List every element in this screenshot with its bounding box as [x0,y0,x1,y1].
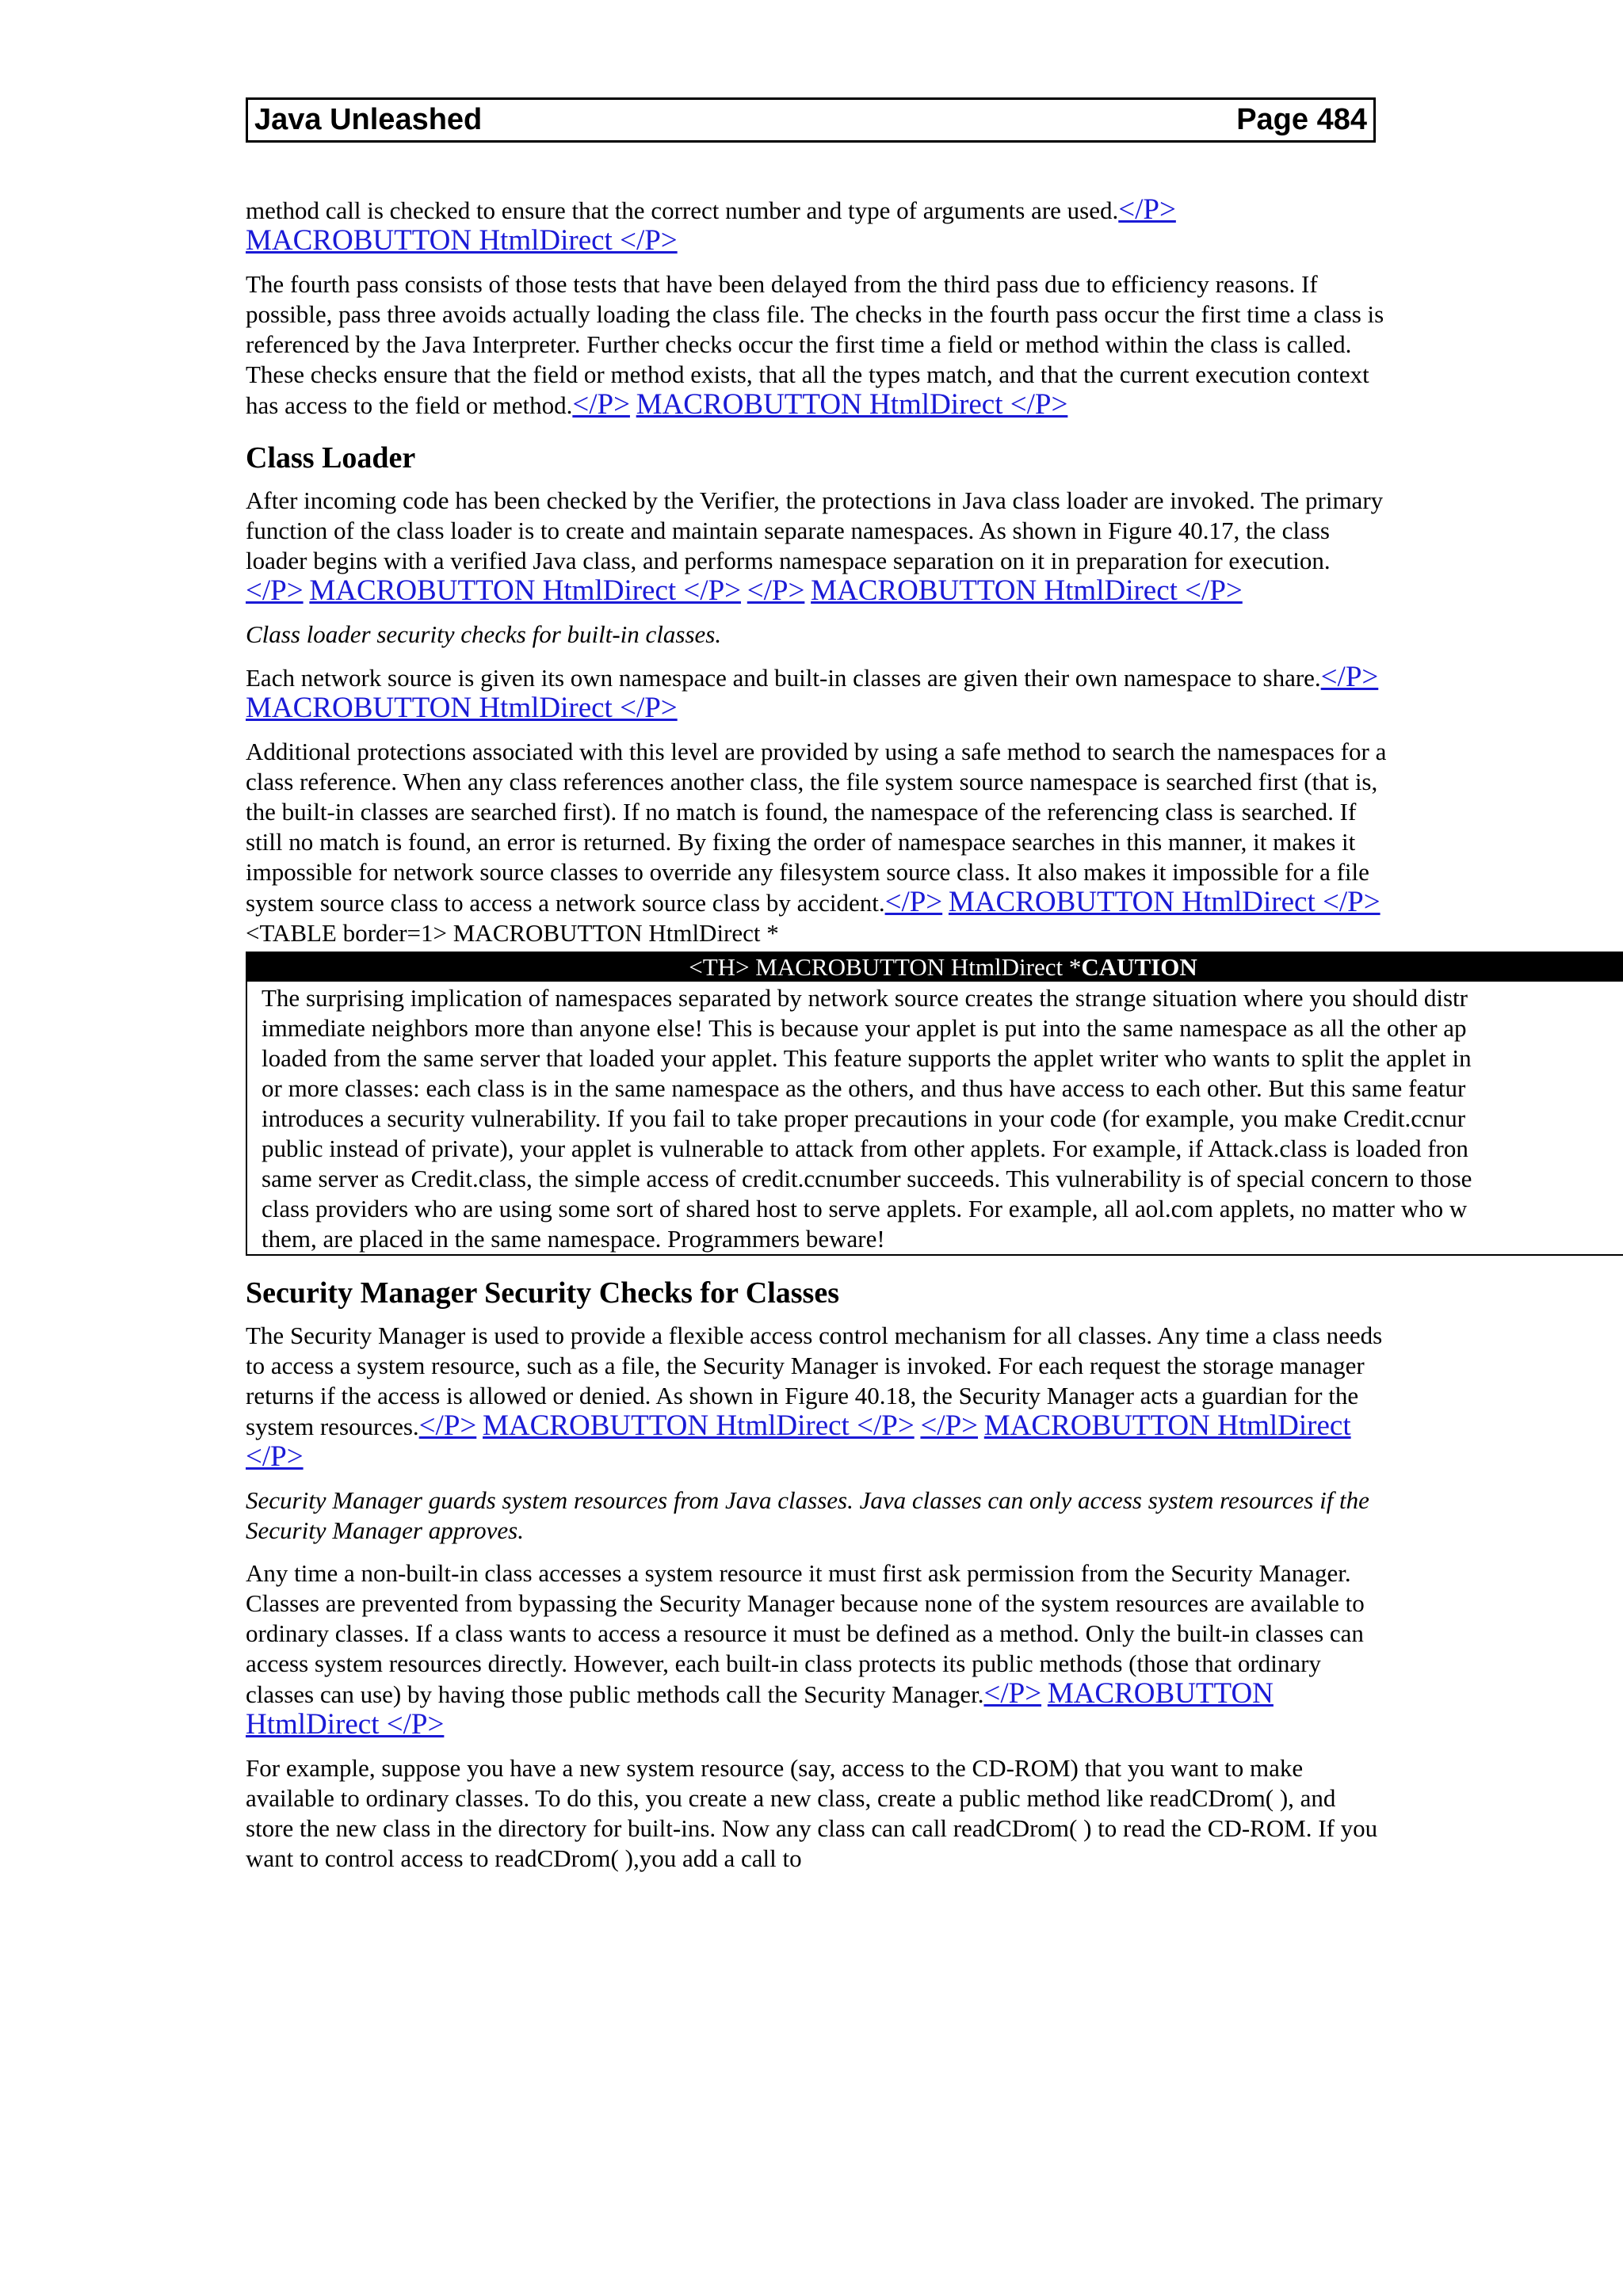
html-direct-link[interactable]: </P> [747,574,805,607]
html-direct-link[interactable]: </P> [1320,661,1379,693]
caution-line: introduces a security vulnerability. If you fail to take proper precautions in your code (for example, you make Credit.ccnur [262,1104,1466,1132]
caution-title: CAUTION [1081,953,1197,981]
html-direct-link[interactable]: </P> [572,388,630,421]
paragraph-4-text: Each network source is given its own namespace and built-in classes are given their own namespace to share. [246,664,1321,692]
html-direct-link[interactable]: MACROBUTTON HtmlDirect </P> [948,886,1381,918]
paragraph-4 [246,662,1387,724]
page-header [246,97,1376,143]
html-direct-link[interactable]: </P> [1118,193,1176,226]
paragraph-3 [246,486,1387,607]
heading-security-manager: Security Manager Security Checks for Classes [246,1276,839,1310]
caution-line: or more classes: each class is in the same namespace as the others, and thus have access to each other. But this same featur [262,1074,1466,1102]
paragraph-2 [246,269,1387,421]
paragraph-5 [246,737,1387,918]
caution-box [246,952,1623,1256]
html-direct-link[interactable]: MACROBUTTON HtmlDirect </P> [811,574,1243,607]
html-direct-link[interactable]: MACROBUTTON HtmlDirect </P> [246,224,678,257]
html-direct-link[interactable]: MACROBUTTON HtmlDirect </P> [636,388,1068,421]
document-body [246,193,1472,1886]
html-direct-link[interactable]: MACROBUTTON HtmlDirect </P> [483,1409,915,1442]
caution-line: immediate neighbors more than anyone else! This is because your applet is put into the same namespace as all the other ap [262,1014,1467,1042]
paragraph-5-text: Additional protections associated with this level are provided by using a safe method to search the namespaces for a class reference. When any class references another class, the file system source namespace is searched first (that is, the built-in classes are searched first). If no match is found, the namespace of the referencing class is searched. If still no match is found, an error is returned. By fixing the order of namespace searches in this manner, it makes it impossible for network source classes to override any filesystem source class. It also makes it impossible for a file system source class to access a network source class by accident. [246,738,1387,917]
caution-line: public instead of private), your applet is vulnerable to attack from other applets. For example, if Attack.class is loaded fron [262,1135,1468,1162]
figure-caption-2: Security Manager guards system resources from Java classes. Java classes can only access system resources if the Security Manager approves. [246,1486,1369,1544]
html-direct-link[interactable]: </P> [246,574,304,607]
caution-line: them, are placed in the same namespace. Programmers beware! [262,1225,885,1253]
caution-line: The surprising implication of namespaces separated by network source creates the strange situation where you should distr [262,984,1468,1012]
caution-header-prefix: <TH> MACROBUTTON HtmlDirect * [689,953,1082,981]
caution-body [247,982,1623,1256]
html-direct-link[interactable]: MACROBUTTON HtmlDirect </P> [246,1677,1274,1741]
html-direct-link[interactable]: MACROBUTTON HtmlDirect </P> [246,692,678,724]
paragraph-7-text: Any time a non-built-in class accesses a system resource it must first ask permission from the Security Manager. Classes are prevented from bypassing the Security Manager because none of the system resources are available to ordinary classes. If a class wants to access a resource it must be defined as a method. Only the built-in classes can access system resources directly. However, each built-in class protects its public methods (those that ordinary classes can use) by having those public methods call the Security Manager. [246,1559,1365,1708]
caution-line: loaded from the same server that loaded your applet. This feature supports the applet writer who wants to split the applet in [262,1044,1472,1072]
paragraph-7 [246,1558,1387,1741]
paragraph-1 [246,195,1387,257]
paragraph-1-text: method call is checked to ensure that the correct number and type of arguments are used. [246,196,1119,224]
html-direct-link[interactable]: </P> [983,1677,1042,1710]
paragraph-6 [246,1321,1387,1473]
caution-line: class providers who are using some sort of shared host to serve applets. For example, all aol.com applets, no matter who w [262,1195,1468,1222]
heading-class-loader: Class Loader [246,441,416,475]
paragraph-8: For example, suppose you have a new system resource (say, access to the CD-ROM) that you want to make available to ordinary classes. To do this, you create a new class, create a public method like readCDrom( ), and store the new class in the directory for built-ins. Now any class can call readCDrom( ) to read the CD-ROM. If you want to control access to readCDrom( ),you add a call to [246,1754,1378,1872]
caution-line: same server as Credit.class, the simple access of credit.ccnumber succeeds. This vulnerability is of special concern to those [262,1165,1472,1192]
html-direct-link[interactable]: </P> [920,1409,979,1442]
html-direct-link[interactable]: </P> [884,886,943,918]
paragraph-3-text: After incoming code has been checked by the Verifier, the protections in Java class loader are invoked. The primary function of the class loader is to create and maintain separate namespaces. As shown in Figure 40.17, the class loader begins with a verified Java class, and performs namespace separation on it in preparation for execution. [246,486,1384,574]
paragraph-2-text: The fourth pass consists of those tests that have been delayed from the third pass due to efficiency reasons. If possible, pass three avoids actually loading the class file. The checks in the fourth pass occur the first time a class is referenced by the Java Interpreter. Further checks occur the first time a field or method within the class is called. These checks ensure that the field or method exists, that all the types match, and that the current execution context has access to the field or method. [246,270,1384,419]
book-title: Java Unleashed [254,103,483,136]
paragraph-6-text: The Security Manager is used to provide a flexible access control mechanism for all classes. Any time a class needs to access a system resource, such as a file, the Security Manager is invoked. For each request the storage manager returns if the access is allowed or denied. As shown in Figure 40.18, the Security Manager acts a guardian for the system resources. [246,1322,1383,1440]
figure-caption-1: Class loader security checks for built-in classes. [246,620,722,648]
html-direct-link[interactable]: </P> [418,1409,477,1442]
caution-container [246,952,1472,1256]
caution-header [247,953,1623,982]
table-markup-note: <TABLE border=1> MACROBUTTON HtmlDirect * [246,919,779,947]
page-number: Page 484 [1236,103,1367,136]
html-direct-link[interactable]: MACROBUTTON HtmlDirect </P> [309,574,742,607]
html-direct-link[interactable]: MACROBUTTON HtmlDirect </P> [246,1409,1351,1473]
